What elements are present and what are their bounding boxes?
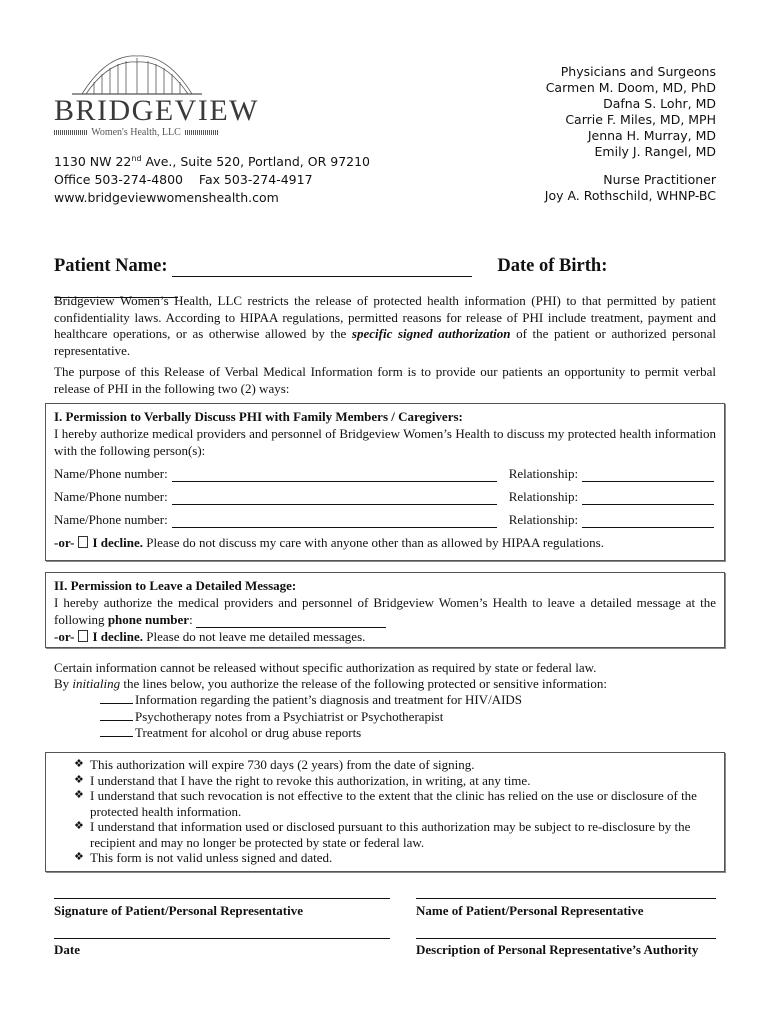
sensitive-info-section: Certain information cannot be released without specific authorization as required by state or federal law. By initialing the lines below, you authorize the release of the following protected or sensitive information: Information regarding the patient’s diagnosis and treatment for HIV/AIDS Psychotherapy notes from a Psychiatrist or Psychotherapist Treatment for alcohol or drug abuse reports: [54, 660, 734, 741]
clinic-phone-fax: Office 503-274-4800 Fax 503-274-4917: [54, 172, 313, 188]
term-item: ❖ I understand that such revocation is not effective to the extent that the clinic has relied on the use or disclosure of the protected health information.: [74, 788, 697, 819]
initial-field[interactable]: [100, 691, 133, 704]
physician-name: Dafna S. Lohr, MD: [603, 96, 716, 111]
patient-info-row: [54, 256, 716, 298]
physician-name: Carrie F. Miles, MD, MPH: [565, 112, 716, 127]
contact-row: Name/Phone number: Relationship:: [54, 488, 716, 505]
section1-title: I. Permission to Verbally Discuss PHI with Family Members / Caregivers:: [54, 409, 463, 424]
date-label: Date: [54, 942, 80, 957]
rep-authority-field[interactable]: [416, 938, 716, 939]
term-item: ❖ This form is not valid unless signed and dated.: [74, 850, 333, 865]
decline-checkbox[interactable]: [78, 536, 88, 548]
rep-name-label: Name of Patient/Personal Representative: [416, 903, 644, 918]
date-field[interactable]: [54, 938, 390, 939]
initial-field[interactable]: [100, 724, 133, 737]
diamond-bullet-icon: ❖: [74, 851, 84, 863]
logo-subtitle: Women's Health, LLC: [54, 127, 218, 138]
nurse-practitioner: [545, 172, 716, 204]
initial-item: Treatment for alcohol or drug abuse reports: [54, 724, 734, 741]
clinic-address: 1130 NW 22nd Ave., Suite 520, Portland, OR 97210: [54, 154, 371, 170]
intro-paragraph: Bridgeview Women’s Health, LLC restricts the release of protected health information (PHI) to that permitted by patient confidentiality laws. According to HIPAA regulations, permitted reasons for release of PHI include treatment, payment and healthcare operations, or as otherwise allowed by the specific signed authorization of the patient or authorized personal representative.: [54, 293, 716, 358]
physician-name: Jenna H. Murray, MD: [587, 128, 716, 143]
signature-field[interactable]: [54, 898, 390, 899]
relationship-field[interactable]: [582, 468, 714, 482]
initial-field[interactable]: [100, 708, 133, 721]
section-family-permission: [45, 403, 725, 561]
section-detailed-message: [45, 572, 725, 648]
name-phone-field[interactable]: [172, 514, 497, 528]
term-item: ❖ I understand that I have the right to revoke this authorization, in writing, at any time.: [74, 772, 531, 788]
physicians-heading: Physicians and Surgeons: [560, 64, 716, 79]
contact-row: Name/Phone number: Relationship:: [54, 511, 716, 528]
np-heading: Nurse Practitioner: [603, 172, 716, 187]
relationship-field[interactable]: [582, 491, 714, 505]
rep-name-field[interactable]: [416, 898, 716, 899]
phone-number-field[interactable]: [196, 615, 386, 628]
name-phone-field[interactable]: [172, 491, 497, 505]
diamond-bullet-icon: ❖: [74, 789, 84, 801]
name-phone-field[interactable]: [172, 468, 497, 482]
logo-wordmark: BRIDGEVIEW: [54, 94, 259, 127]
clinic-website: www.bridgeviewwomenshealth.com: [54, 190, 279, 206]
term-item: ❖ I understand that information used or disclosed pursuant to this authorization may be subject to re-disclosure by the recipient and may no longer be protected by state or federal law.: [74, 819, 691, 850]
decline-checkbox[interactable]: [78, 630, 88, 642]
diamond-bullet-icon: ❖: [74, 758, 84, 770]
physician-name: Emily J. Rangel, MD: [594, 144, 716, 159]
relationship-field[interactable]: [582, 514, 714, 528]
rep-authority-label: Description of Personal Representative’s Authority: [416, 942, 699, 957]
physicians-list: [546, 64, 716, 160]
initial-item: Information regarding the patient’s diagnosis and treatment for HIV/AIDS: [54, 691, 734, 708]
clinic-contact: [54, 150, 370, 207]
terms-box: [45, 752, 725, 872]
contact-row: Name/Phone number: Relationship:: [54, 465, 716, 482]
physician-name: Carmen M. Doom, MD, PhD: [545, 80, 716, 95]
diamond-bullet-icon: ❖: [74, 773, 84, 786]
initial-item: Psychotherapy notes from a Psychiatrist or Psychotherapist: [54, 708, 734, 725]
signature-label: Signature of Patient/Personal Representative: [54, 903, 304, 918]
diamond-bullet-icon: ❖: [74, 820, 84, 832]
section2-title: II. Permission to Leave a Detailed Message:: [54, 578, 297, 593]
decline-row: -or- I decline. Please do not discuss my care with anyone other than as allowed by HIPAA regulations.: [54, 535, 604, 550]
section1-text: I hereby authorize medical providers and personnel of Bridgeview Women’s Health to discuss my protected health information with the following person(s):: [54, 426, 716, 458]
np-name: Joy A. Rothschild, WHNP-BC: [544, 188, 716, 203]
purpose-paragraph: The purpose of this Release of Verbal Medical Information form is to provide our patients an opportunity to permit verbal release of PHI in the following two (2) ways:: [54, 364, 716, 396]
patient-name-label: Patient Name:: [54, 256, 168, 276]
patient-name-field[interactable]: [172, 256, 472, 277]
dob-label: Date of Birth:: [497, 256, 608, 276]
decline-row: -or- I decline. Please do not leave me detailed messages.: [54, 629, 366, 644]
term-item: ❖ This authorization will expire 730 days (2 years) from the date of signing.: [74, 757, 475, 772]
section2-text: I hereby authorize the medical providers and personnel of Bridgeview Women’s Health to leave a detailed message at the following phone number:: [54, 595, 716, 627]
